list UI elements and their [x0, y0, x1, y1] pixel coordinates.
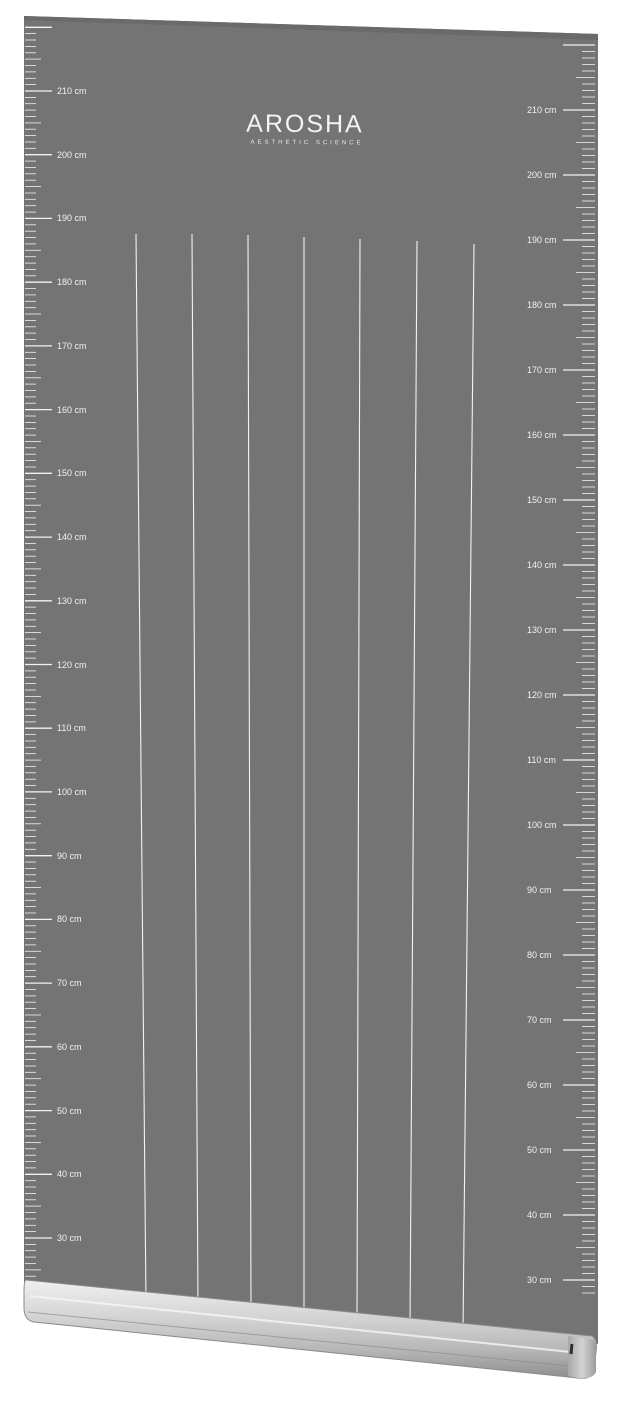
right-scale-label: 150 cm — [527, 495, 557, 505]
right-scale-label: 120 cm — [527, 690, 557, 700]
right-scale-label: 200 cm — [527, 170, 557, 180]
left-scale-label: 130 cm — [57, 595, 87, 606]
brand-logo-subtitle: AESTHETIC SCIENCE — [250, 139, 364, 147]
banner-panel — [24, 16, 598, 1344]
left-scale-label: 90 cm — [57, 850, 82, 861]
brand-logo-title: AROSHA — [246, 109, 364, 139]
left-scale-label: 30 cm — [57, 1233, 82, 1243]
right-scale-label: 190 cm — [527, 235, 557, 245]
left-scale-label: 100 cm — [57, 786, 87, 797]
right-scale-label: 140 cm — [527, 560, 557, 570]
left-scale-label: 50 cm — [57, 1105, 82, 1116]
left-scale-label: 160 cm — [57, 404, 87, 415]
left-scale-label: 70 cm — [57, 978, 82, 989]
right-scale-label: 170 cm — [527, 365, 557, 375]
left-scale-label: 140 cm — [57, 532, 87, 543]
left-scale-label: 180 cm — [57, 277, 87, 288]
left-scale-label: 40 cm — [57, 1169, 82, 1180]
left-scale-label: 190 cm — [57, 213, 87, 224]
right-scale-label: 180 cm — [527, 300, 557, 310]
right-scale-label: 50 cm — [527, 1145, 552, 1155]
left-scale-label: 110 cm — [57, 723, 86, 734]
left-scale-label: 200 cm — [57, 149, 87, 160]
right-scale-label: 90 cm — [527, 885, 552, 895]
left-scale-label: 120 cm — [57, 659, 87, 670]
right-scale-label: 110 cm — [527, 755, 556, 765]
right-scale-label: 70 cm — [527, 1015, 552, 1025]
right-scale-label: 80 cm — [527, 950, 552, 960]
right-scale-label: 100 cm — [527, 820, 557, 830]
right-scale-label: 60 cm — [527, 1080, 552, 1090]
right-scale-label: 210 cm — [527, 105, 557, 115]
left-scale-label: 170 cm — [57, 340, 87, 351]
left-scale-label: 150 cm — [57, 468, 87, 479]
right-scale-label: 30 cm — [527, 1275, 552, 1285]
right-scale-label: 130 cm — [527, 625, 557, 635]
right-scale-label: 40 cm — [527, 1210, 552, 1220]
right-scale-label: 160 cm — [527, 430, 557, 440]
left-scale-label: 60 cm — [57, 1041, 82, 1052]
left-scale-label: 210 cm — [57, 86, 87, 96]
left-scale-label: 80 cm — [57, 914, 82, 925]
